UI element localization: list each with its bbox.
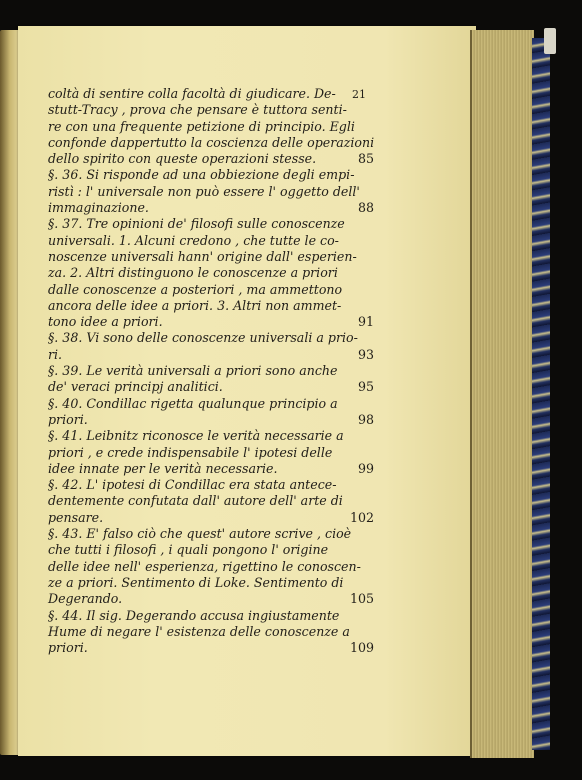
toc-line: priori , e crede indispensabile l' ipotesi delle xyxy=(48,444,333,460)
toc-entry xyxy=(48,396,372,429)
toc-line: confonde dappertutto la coscienza delle operazioni xyxy=(48,134,375,150)
toc-line: §. 41. Leibnitz riconosce le verità necessarie a xyxy=(48,428,344,444)
toc-line: delle idee nell' esperienza, rigettino le conoscen- xyxy=(48,558,361,574)
toc-line: priori. xyxy=(48,640,88,656)
toc-entry xyxy=(48,330,372,363)
marbled-cover-edge xyxy=(532,38,550,750)
toc-line: dentemente confutata dall' autore dell' arte di xyxy=(48,493,343,509)
toc-page-ref: 105 xyxy=(349,591,374,607)
toc-line: §. 36. Si risponde ad una obbiezione degli empi- xyxy=(48,167,355,183)
toc-line: re con una frequente petizione di principio. Egli xyxy=(48,118,355,134)
toc-page-ref: 91 xyxy=(357,314,374,330)
toc-entry xyxy=(48,477,372,526)
toc-line: idee innate per le verità necessarie. xyxy=(48,460,278,476)
toc-page-ref: 102 xyxy=(349,509,374,525)
toc-line: §. 39. Le verità universali a priori sono anche xyxy=(48,363,338,379)
toc-entry xyxy=(48,363,372,396)
toc-line: noscenze universali hann' origine dall' esperien- xyxy=(48,248,357,264)
toc-line: immaginazione. xyxy=(48,200,149,216)
toc-line: Hume di negare l' esistenza delle conoscenze a xyxy=(48,623,350,639)
toc-line: priori. xyxy=(48,411,88,427)
toc-line: stutt-Tracy , prova che pensare è tuttora senti- xyxy=(48,102,347,118)
toc-line: §. 38. Vi sono delle conoscenze universali a prio- xyxy=(48,330,358,346)
toc-entry xyxy=(48,526,372,607)
toc-line: tono idee a priori. xyxy=(48,314,163,330)
toc-page-ref: 109 xyxy=(349,640,374,656)
toc-line: za. 2. Altri distinguono le conoscenze a priori xyxy=(48,265,338,281)
toc-line: Degerando. xyxy=(48,591,123,607)
toc-line: dalle conoscenze a posteriori , ma ammettono xyxy=(48,281,343,297)
toc-line: coltà di sentire colla facoltà di giudicare. De- xyxy=(48,86,336,101)
toc-page-ref: 88 xyxy=(357,200,374,216)
toc-line: ristì : l' universale non può essere l' oggetto dell' xyxy=(48,183,360,199)
toc-page-ref: 85 xyxy=(357,151,374,167)
toc-line: §. 43. E' falso ciò che quest' autore scrive , cioè xyxy=(48,526,352,542)
toc-line: §. 37. Tre opinioni de' filosofi sulle conoscenze xyxy=(48,216,345,232)
toc-page-ref: 95 xyxy=(357,379,374,395)
toc-line: ri. xyxy=(48,346,63,362)
toc-line: §. 42. L' ipotesi di Condillac era stata antece- xyxy=(48,477,337,493)
toc-entry xyxy=(48,86,375,167)
toc-line: §. 44. Il sig. Degerando accusa ingiustamente xyxy=(48,607,340,623)
cover-corner xyxy=(544,28,556,54)
toc-entry xyxy=(48,216,372,330)
toc-page-ref: 93 xyxy=(357,346,374,362)
toc-page-ref: 98 xyxy=(357,411,374,427)
toc-entry xyxy=(48,428,372,477)
toc-line: che tutti i filosofi , i quali pongono l' origine xyxy=(48,542,329,558)
toc-line: dello spirito con queste operazioni stesse. xyxy=(48,151,317,167)
toc-line: ancora delle idee a priori. 3. Altri non ammet- xyxy=(48,297,342,313)
toc-line: pensare. xyxy=(48,509,104,525)
toc-line: universali. 1. Alcuni credono , che tutte le co- xyxy=(48,232,339,248)
toc-entry xyxy=(48,608,372,657)
toc-page-ref: 99 xyxy=(357,460,374,476)
toc-line: §. 40. Condillac rigetta qualunque principio a xyxy=(48,395,338,411)
toc-entry xyxy=(48,167,372,216)
page-number: 21 xyxy=(352,88,366,101)
table-of-contents xyxy=(48,86,375,656)
toc-line: de' veraci principj analitici. xyxy=(48,379,223,395)
page-edges xyxy=(470,30,534,758)
toc-line: ze a priori. Sentimento di Loke. Sentimento di xyxy=(48,574,344,590)
